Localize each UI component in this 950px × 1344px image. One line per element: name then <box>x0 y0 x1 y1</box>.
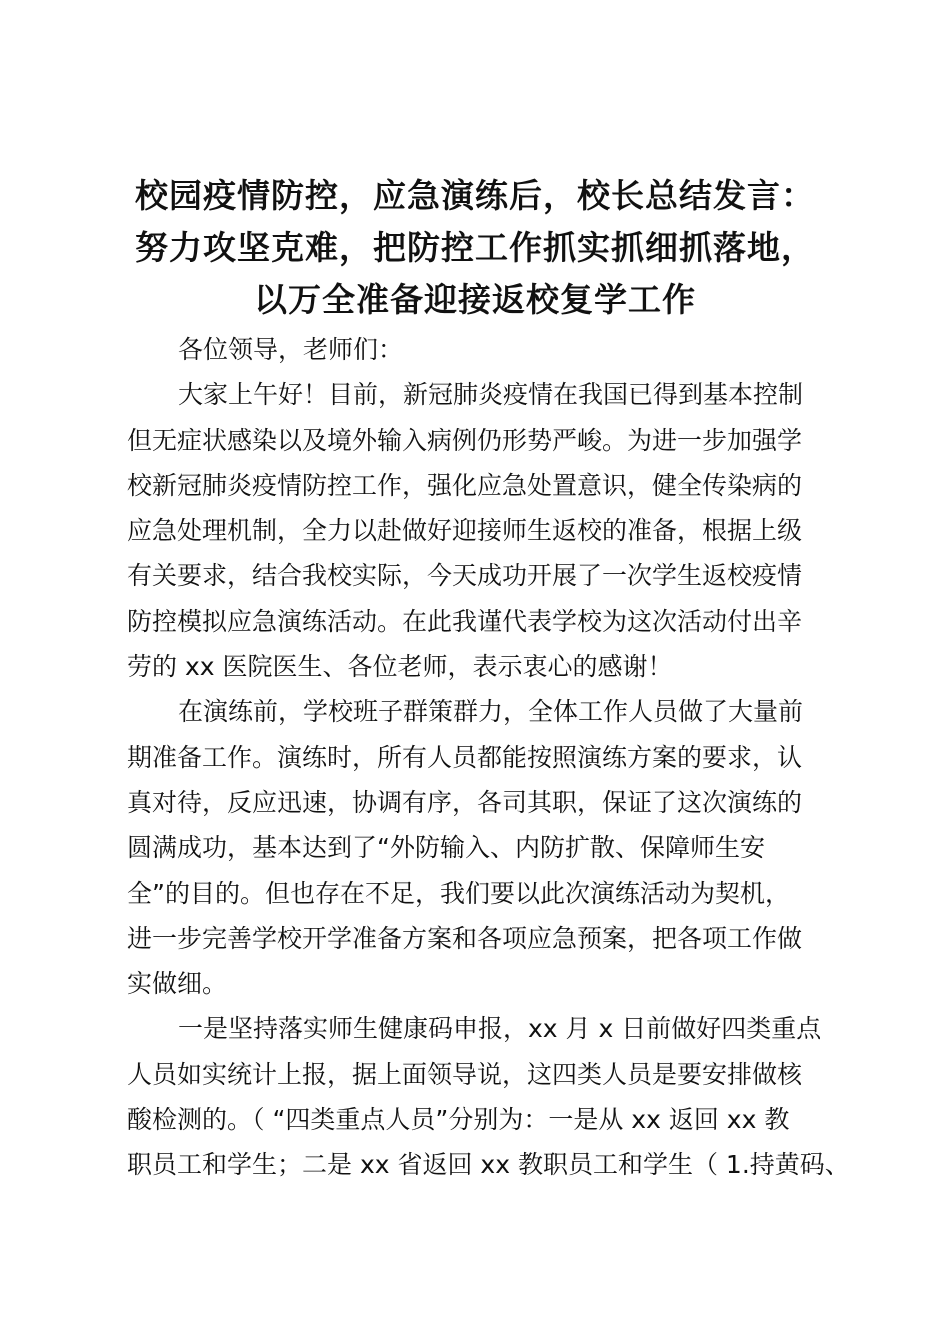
paragraph-line: 校新冠肺炎疫情防控工作，强化应急处置意识，健全传染病的 <box>127 470 803 500</box>
paragraph-line: 全”的目的。但也存在不足，我们要以此次演练活动为契机， <box>127 878 790 908</box>
paragraph-line: 实做细。 <box>127 969 228 999</box>
paragraph-line: 期准备工作。演练时，所有人员都能按照演练方案的要求，认 <box>127 742 803 772</box>
paragraph-line: 一是坚持落实师生健康码申报，xx 月 x 日前做好四类重点 <box>178 1014 822 1044</box>
document-title <box>110 170 840 326</box>
paragraph-line: 有关要求，结合我校实际，今天成功开展了一次学生返校疫情 <box>127 561 803 591</box>
greeting-paragraph <box>127 327 833 372</box>
title-line-2: 努力攻坚克难，把防控工作抓实抓细抓落地， <box>135 228 815 267</box>
paragraph-line: 劳的 xx 医院医生、各位老师，表示衷心的感谢！ <box>127 652 673 682</box>
paragraph-3 <box>127 1006 850 1187</box>
paragraph-line: 在演练前，学校班子群策群力，全体工作人员做了大量前 <box>178 697 804 727</box>
paragraph-line: 防控模拟应急演练活动。在此我谨代表学校为这次活动付出辛 <box>127 606 803 636</box>
greeting-text: 各位领导，老师们： <box>178 335 404 364</box>
paragraph-line: 人员如实统计上报，据上面领导说，这四类人员是要安排做核 <box>127 1059 803 1089</box>
paragraph-line: 应急处理机制，全力以赴做好迎接师生返校的准备，根据上级 <box>127 516 803 546</box>
paragraph-line: 圆满成功，基本达到了“外防输入、内防扩散、保障师生安 <box>127 833 765 863</box>
paragraph-line: 大家上午好！目前，新冠肺炎疫情在我国已得到基本控制 <box>178 380 804 410</box>
paragraph-line: 进一步完善学校开学准备方案和各项应急预案，把各项工作做 <box>127 923 803 953</box>
paragraph-line: 真对待，反应迅速，协调有序，各司其职，保证了这次演练的 <box>127 787 803 817</box>
paragraph-line: 酸检测的。（ “四类重点人员”分别为：一是从 xx 返回 xx 教 <box>127 1105 790 1135</box>
paragraph-line: 但无症状感染以及境外输入病例仍形势严峻。为进一步加强学 <box>127 425 803 455</box>
paragraph-2 <box>127 689 833 1006</box>
document-body <box>127 327 850 1188</box>
paragraph-line: 职员工和学生；二是 xx 省返回 xx 教职员工和学生（ 1.持黄码、 <box>127 1150 850 1180</box>
title-line-1: 校园疫情防控，应急演练后，校长总结发言： <box>135 176 815 215</box>
paragraph-1 <box>127 372 833 689</box>
title-line-3: 以万全准备迎接返校复学工作 <box>254 280 696 319</box>
